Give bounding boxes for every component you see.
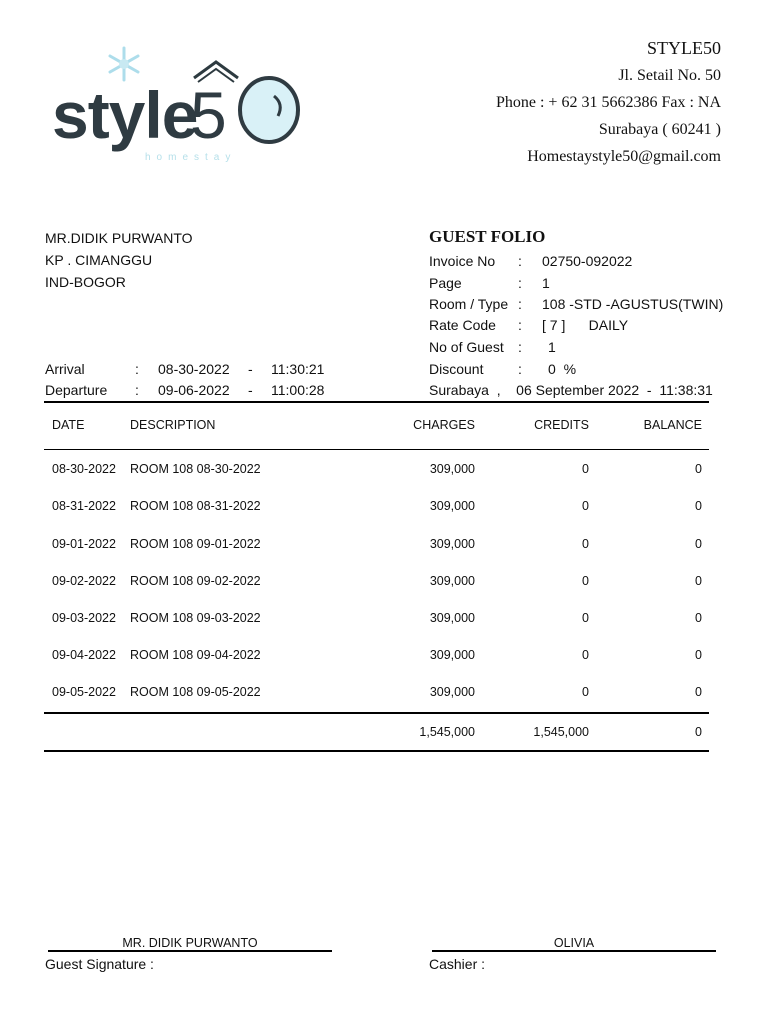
row-credits: 0 — [582, 462, 589, 476]
col-charges: CHARGES — [413, 418, 475, 432]
company-name: STYLE50 — [647, 38, 721, 58]
row-date: 08-30-2022 — [52, 462, 116, 476]
place-date: Surabaya , 06 September 2022 - 11:38:31 — [429, 382, 713, 398]
row-balance: 0 — [695, 685, 702, 699]
col-credits: CREDITS — [534, 418, 589, 432]
invoice-no-value: 02750-092022 — [542, 253, 633, 269]
room-type-label: Room / Type — [429, 296, 509, 312]
col-balance: BALANCE — [643, 418, 702, 432]
totals-bottom-rule — [44, 750, 709, 752]
guest-address-2: IND-BOGOR — [45, 274, 126, 290]
row-balance: 0 — [695, 499, 702, 513]
cashier-signature-line — [432, 950, 716, 952]
page-value: 1 — [542, 275, 550, 291]
logo-subtitle: homestay — [145, 152, 237, 163]
header-rule — [44, 449, 709, 450]
discount-value: 0 % — [548, 361, 577, 377]
field-colon: : — [518, 317, 522, 333]
row-credits: 0 — [582, 499, 589, 513]
departure-dash: - — [248, 382, 253, 398]
zero-bubble — [240, 78, 298, 142]
company-address: Jl. Setail No. 50 — [618, 67, 721, 84]
row-date: 09-02-2022 — [52, 574, 116, 588]
row-charges: 309,000 — [429, 685, 475, 699]
table-top-rule — [44, 401, 709, 403]
arrival-label: Arrival — [45, 361, 85, 377]
company-city: Surabaya ( 60241 ) — [598, 121, 721, 138]
row-balance: 0 — [695, 462, 702, 476]
field-colon: : — [518, 275, 522, 291]
company-phone-fax: Phone : + 62 31 5662386 Fax : NA — [495, 94, 721, 111]
row-balance: 0 — [695, 537, 702, 551]
page-label: Page — [429, 275, 462, 291]
row-date: 09-01-2022 — [52, 537, 116, 551]
guest-name: MR.DIDIK PURWANTO — [45, 230, 193, 246]
company-header — [496, 35, 721, 170]
row-description: ROOM 108 08-31-2022 — [130, 499, 261, 513]
row-date: 09-05-2022 — [52, 685, 116, 699]
guest-count-label: No of Guest — [429, 339, 504, 355]
arrival-time: 11:30:21 — [271, 361, 325, 377]
row-description: ROOM 108 09-01-2022 — [130, 537, 261, 551]
row-description: ROOM 108 09-02-2022 — [130, 574, 261, 588]
total-charges: 1,545,000 — [419, 725, 475, 739]
row-credits: 0 — [582, 537, 589, 551]
invoice-no-label: Invoice No — [429, 253, 496, 269]
folio-title: GUEST FOLIO — [429, 227, 546, 246]
row-description: ROOM 108 09-03-2022 — [130, 611, 261, 625]
departure-colon: : — [135, 382, 139, 398]
rows-bottom-rule — [44, 712, 709, 714]
guest-address-1: KP . CIMANGGU — [45, 252, 153, 268]
row-balance: 0 — [695, 648, 702, 662]
field-colon: : — [518, 361, 522, 377]
row-charges: 309,000 — [429, 537, 475, 551]
field-colon: : — [518, 253, 522, 269]
row-credits: 0 — [582, 574, 589, 588]
row-charges: 309,000 — [429, 648, 475, 662]
cashier-name: OLIVIA — [553, 936, 595, 950]
rate-code-value: [ 7 ] DAILY — [542, 317, 629, 333]
departure-label: Departure — [45, 382, 108, 398]
row-description: ROOM 108 09-04-2022 — [130, 648, 261, 662]
arrival-dash: - — [248, 361, 253, 377]
guest-count-value: 1 — [548, 339, 556, 355]
departure-date: 09-06-2022 — [158, 382, 230, 398]
snowflake-icon — [110, 48, 138, 80]
discount-label: Discount — [429, 361, 484, 377]
total-balance: 0 — [695, 725, 702, 739]
guest-signature-label: Guest Signature : — [45, 956, 154, 972]
room-type-value: 108 -STD -AGUSTUS(TWIN) — [542, 296, 724, 312]
arrival-colon: : — [135, 361, 139, 377]
row-credits: 0 — [582, 648, 589, 662]
cashier-label: Cashier : — [429, 956, 486, 972]
row-description: ROOM 108 08-30-2022 — [130, 462, 261, 476]
col-description: DESCRIPTION — [130, 418, 216, 432]
field-colon: : — [518, 339, 522, 355]
arrival-date: 08-30-2022 — [158, 361, 230, 377]
row-credits: 0 — [582, 611, 589, 625]
departure-time: 11:00:28 — [271, 382, 325, 398]
guest-signature-name: MR. DIDIK PURWANTO — [122, 936, 258, 950]
rate-code-label: Rate Code — [429, 317, 496, 333]
row-description: ROOM 108 09-05-2022 — [130, 685, 261, 699]
company-email[interactable]: Homestaystyle50@gmail.com — [527, 148, 721, 165]
total-credits: 1,545,000 — [533, 725, 589, 739]
row-date: 09-03-2022 — [52, 611, 116, 625]
row-balance: 0 — [695, 611, 702, 625]
row-charges: 309,000 — [429, 462, 475, 476]
svg-text:5: 5 — [190, 78, 227, 152]
guest-signature-line — [48, 950, 332, 952]
style50-logo — [50, 40, 310, 170]
svg-text:style: style — [52, 78, 198, 152]
row-charges: 309,000 — [429, 611, 475, 625]
row-charges: 309,000 — [429, 499, 475, 513]
col-date: DATE — [52, 418, 85, 432]
row-date: 09-04-2022 — [52, 648, 116, 662]
row-credits: 0 — [582, 685, 589, 699]
row-charges: 309,000 — [429, 574, 475, 588]
row-balance: 0 — [695, 574, 702, 588]
field-colon: : — [518, 296, 522, 312]
row-date: 08-31-2022 — [52, 499, 116, 513]
